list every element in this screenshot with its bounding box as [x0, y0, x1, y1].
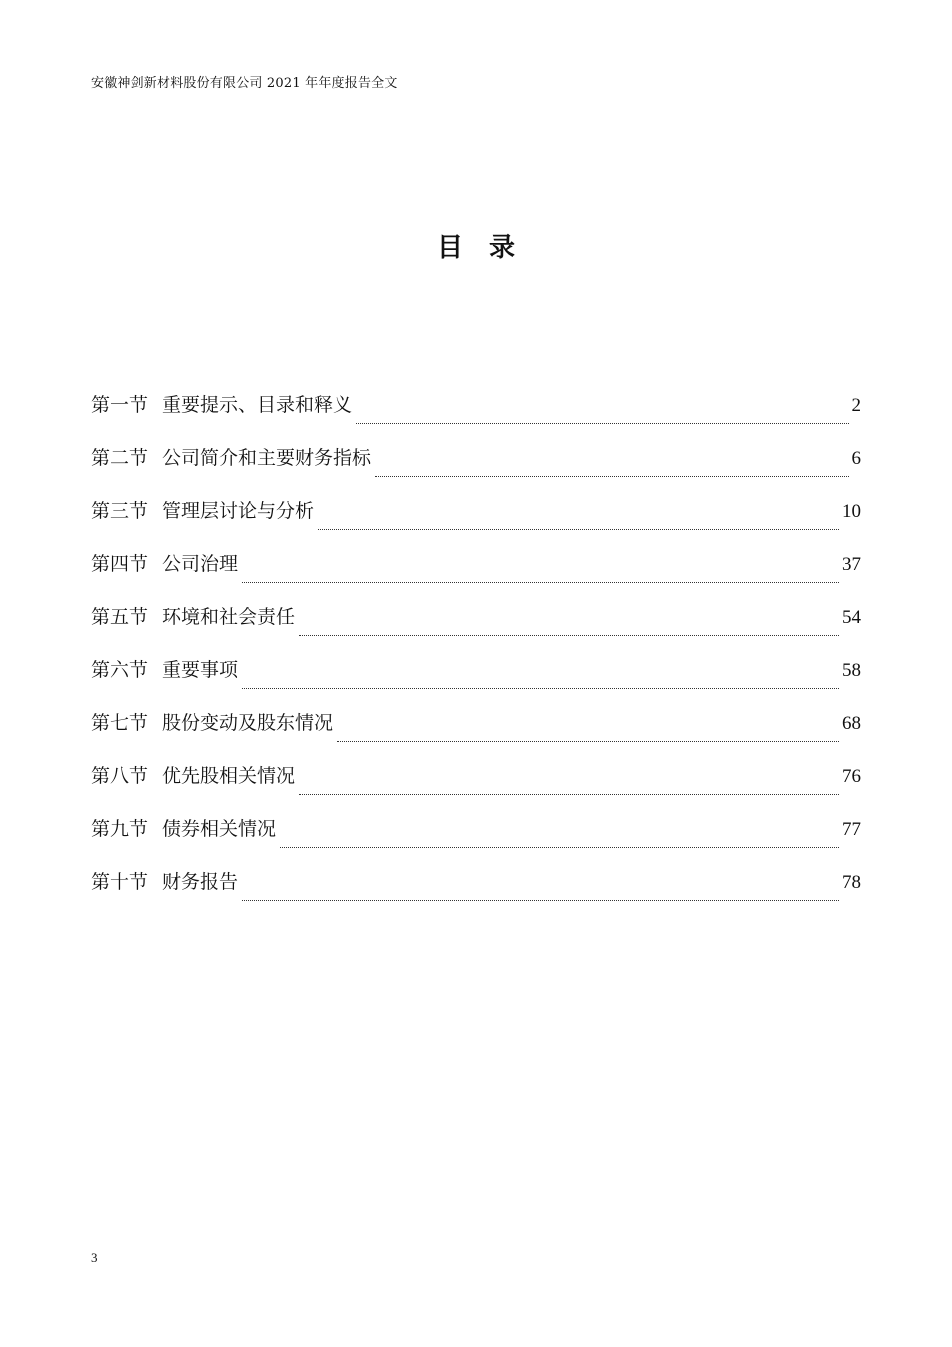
- page-header: 安徽神剑新材料股份有限公司 2021 年年度报告全文: [91, 76, 398, 91]
- table-of-contents: [91, 390, 861, 920]
- toc-section-title: 重要提示、目录和释义: [162, 394, 353, 416]
- toc-entry[interactable]: [91, 867, 861, 920]
- toc-section-title: 环境和社会责任: [162, 606, 296, 628]
- toc-entry[interactable]: [91, 708, 861, 761]
- toc-section-number: 第五节: [91, 606, 149, 628]
- toc-page-number: 78: [842, 872, 861, 893]
- toc-dot-leader: [356, 423, 848, 424]
- toc-dot-leader: [242, 900, 839, 901]
- page-number: 3: [91, 1250, 98, 1265]
- toc-section-title: 管理层讨论与分析: [162, 500, 315, 522]
- toc-section-title: 优先股相关情况: [162, 765, 296, 787]
- toc-entry[interactable]: [91, 443, 861, 496]
- toc-dot-leader: [299, 635, 839, 636]
- toc-page-number: 6: [851, 448, 861, 469]
- toc-page-number: 10: [842, 501, 861, 522]
- toc-page-number: 58: [842, 660, 861, 681]
- toc-dot-leader: [337, 741, 839, 742]
- toc-section-number: 第六节: [91, 659, 149, 681]
- toc-entry[interactable]: [91, 814, 861, 867]
- toc-page-number: 76: [842, 766, 861, 787]
- toc-entry[interactable]: [91, 496, 861, 549]
- toc-section-number: 第三节: [91, 500, 149, 522]
- toc-section-number: 第十节: [91, 871, 149, 893]
- toc-section-title: 债券相关情况: [162, 818, 277, 840]
- toc-page-number: 37: [842, 554, 861, 575]
- toc-entry[interactable]: [91, 390, 861, 443]
- toc-dot-leader: [375, 476, 848, 477]
- toc-page-number: 68: [842, 713, 861, 734]
- toc-dot-leader: [318, 529, 839, 530]
- toc-section-number: 第四节: [91, 553, 149, 575]
- toc-section-title: 公司治理: [162, 553, 239, 575]
- toc-page-number: 54: [842, 607, 861, 628]
- toc-section-title: 财务报告: [162, 871, 239, 893]
- toc-section-number: 第九节: [91, 818, 149, 840]
- toc-section-number: 第七节: [91, 712, 149, 734]
- toc-section-title: 股份变动及股东情况: [162, 712, 334, 734]
- toc-entry[interactable]: [91, 761, 861, 814]
- toc-section-title: 重要事项: [162, 659, 239, 681]
- toc-dot-leader: [280, 847, 839, 848]
- toc-section-number: 第二节: [91, 447, 149, 469]
- toc-title: 目录: [436, 233, 541, 263]
- toc-dot-leader: [299, 794, 839, 795]
- toc-section-title: 公司简介和主要财务指标: [162, 447, 372, 469]
- toc-dot-leader: [242, 688, 839, 689]
- toc-section-number: 第八节: [91, 765, 149, 787]
- toc-dot-leader: [242, 582, 839, 583]
- toc-page-number: 2: [851, 395, 861, 416]
- toc-entry[interactable]: [91, 655, 861, 708]
- toc-page-number: 77: [842, 819, 861, 840]
- toc-section-number: 第一节: [91, 394, 149, 416]
- toc-entry[interactable]: [91, 549, 861, 602]
- toc-entry[interactable]: [91, 602, 861, 655]
